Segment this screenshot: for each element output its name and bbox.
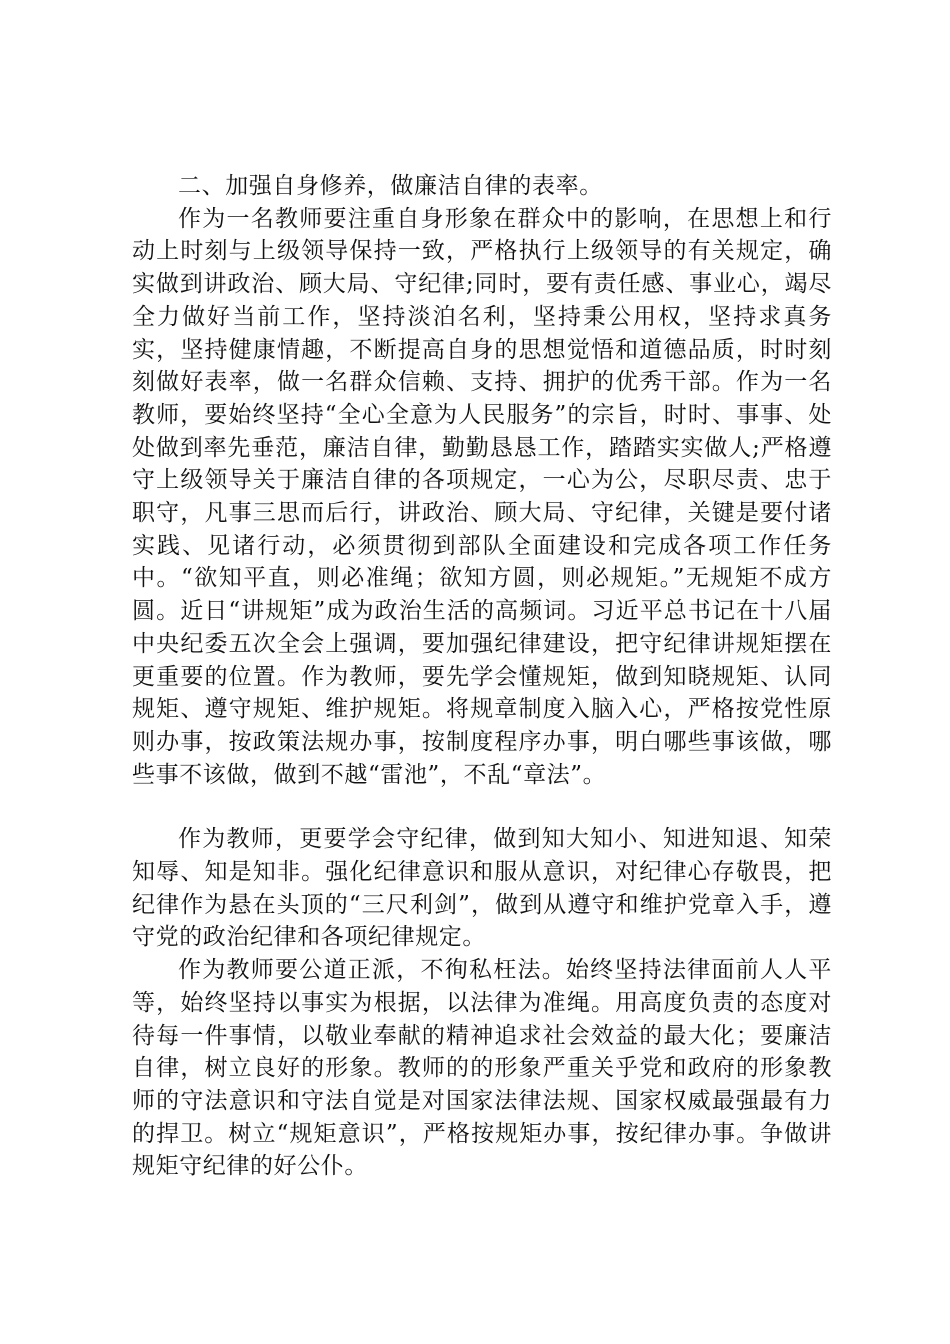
paragraph-3: 作为教师要公道正派，不徇私枉法。始终坚持法律面前人人平等，始终坚持以事实为根据，以法律为准绳。用高度负责的态度对待每一件事情，以敬业奉献的精神追求社会效益的最大化；要廉洁自律，树立良好的形象。教师的的形象严重关乎党和政府的形象教师的守法意识和守法自觉是对国家法律法规、国家权威最强最有力的捍卫。树立“规矩意识”，严格按规矩办事，按纪律办事。争做讲规矩守纪律的好公仆。 <box>132 957 832 1180</box>
document-body <box>132 170 832 1183</box>
paragraph-1: 作为一名教师要注重自身形象在群众中的影响，在思想上和行动上时刻与上级领导保持一致，严格执行上级领导的有关规定，确实做到讲政治、顾大局、守纪律;同时，要有责任感、事业心，竭尽全力做好当前工作，坚持淡泊名利，坚持秉公用权，坚持求真务实，坚持健康情趣，不断提高自身的思想觉悟和道德品质，时时刻刻做好表率，做一名群众信赖、支持、拥护的优秀干部。作为一名教师，要始终坚持“全心全意为人民服务”的宗旨，时时、事事、处处做到率先垂范，廉洁自律，勤勤恳恳工作，踏踏实实做人;严格遵守上级领导关于廉洁自律的各项规定，一心为公，尽职尽责、忠于职守，凡事三思而后行，讲政治、顾大局、守纪律，关键是要付诸实践、见诸行动，必须贯彻到部队全面建设和完成各项工作任务中。“欲知平直，则必准绳；欲知方圆，则必规矩。”无规矩不成方圆。近日“讲规矩”成为政治生活的高频词。习近平总书记在十八届中央纪委五次全会上强调，要加强纪律建设，把守纪律讲规矩摆在更重要的位置。作为教师，要先学会懂规矩，做到知晓规矩、认同规矩、遵守规矩、维护规矩。将规章制度入脑入心，严格按党性原则办事，按政策法规办事，按制度程序办事，明白哪些事该做，哪些事不该做，做到不越“雷池”，不乱“章法”。 <box>132 205 832 788</box>
paragraph-2: 作为教师，更要学会守纪律，做到知大知小、知进知退、知荣知辱、知是知非。强化纪律意识和服从意识，对纪律心存敬畏，把纪律作为悬在头顶的“三尺利剑”，做到从遵守和维护党章入手，遵守党的政治纪律和各项纪律规定。 <box>132 826 832 951</box>
section-heading: 二、加强自身修养，做廉洁自律的表率。 <box>178 173 603 199</box>
